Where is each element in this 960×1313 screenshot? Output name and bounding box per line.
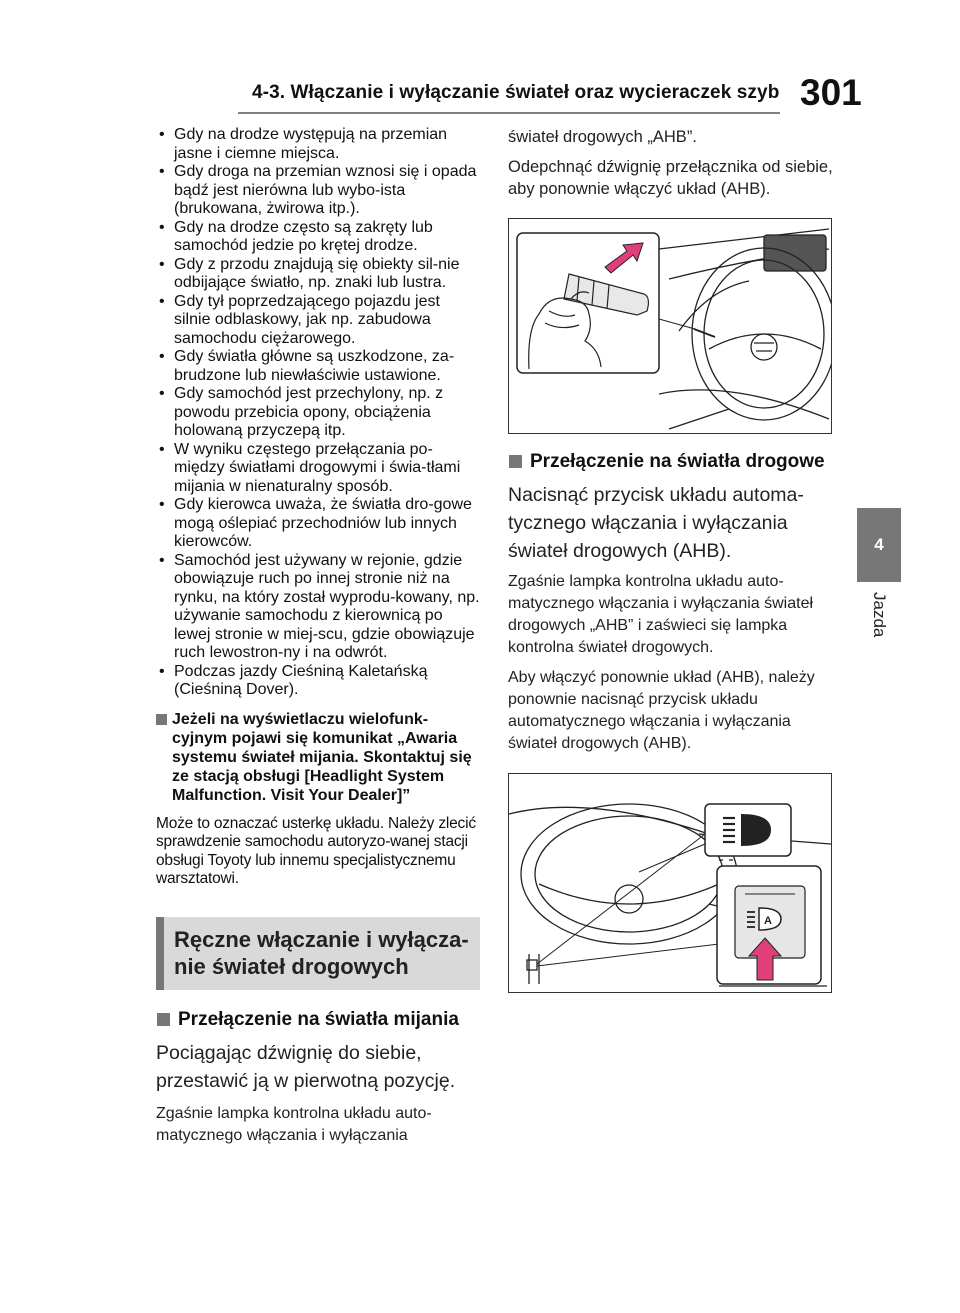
warning-text: Może to oznaczać usterkę układu. Należy zlecić sprawdzenie samochodu autoryzo-wanej stacji obsługi Toyoty lub innemu specjalistycznemu warsztatowi. — [156, 814, 476, 887]
low-beam-instruction: Pociągając dźwignię do siebie, przestawić ją w pierwotną pozycję. — [156, 1041, 456, 1092]
left-column — [156, 126, 480, 1147]
figure-code — [822, 979, 825, 989]
list-item: • Gdy samochód jest przechylony, np. z powodu przebicia opony, obciążenia holowaną przyczepą itp. — [156, 385, 480, 441]
ahb-button-illustration — [508, 773, 832, 993]
list-item: • Gdy tył poprzedzającego pojazdu jest silnie odblaskowy, jak np. zabudowa samochodu ciężarowego. — [156, 293, 480, 349]
high-beam-heading-text: Przełączenie na światła drogowe — [530, 451, 825, 472]
high-beam-text-1: Zgaśnie lampka kontrolna układu auto-matycznego włączania i wyłączania świateł drogowych „AHB” i zaświeci się lampka kontrolna świateł drogowych. — [508, 573, 814, 656]
square-bullet-icon — [156, 714, 167, 725]
push-lever-text: Odepchnąć dźwignię przełącznika od siebie, aby ponownie włączyć układ (AHB). — [508, 158, 833, 198]
low-beam-heading-text: Przełączenie na światła mijania — [178, 1008, 459, 1030]
warning-heading-text: Jeżeli na wyświetlaczu wielofunk-cyjnym pojawi się komunikat „Awaria systemu świateł mijania. Skontaktuj się ze stacją obsługi [Headlight System Malfunction. Visit Your Dealer]” — [172, 710, 472, 804]
high-beam-instruction: Nacisnąć przycisk układu automa-tycznego włączania i wyłączania świateł drogowych (AHB). — [508, 484, 804, 562]
conditions-list — [156, 126, 480, 700]
page-number: 301 — [800, 72, 862, 113]
page-header-title: 4-3. Włączanie i wyłączanie świateł oraz wycieraczek szyb — [252, 82, 780, 103]
list-item: • Gdy droga na przemian wznosi się i opada bądź jest nierówna lub wybo-ista (brukowana, żwirowa itp.). — [156, 163, 480, 219]
chapter-label: Jazda — [870, 592, 889, 638]
svg-text:A: A — [764, 915, 772, 927]
square-bullet-icon — [509, 455, 522, 468]
list-item: • Gdy światła główne są uszkodzone, za-brudzone lub niewłaściwie ustawione. — [156, 348, 480, 385]
list-item: • Gdy na drodze często są zakręty lub samochód jedzie po krętej drodze. — [156, 219, 480, 256]
low-beam-text: Zgaśnie lampka kontrolna układu auto-matycznego włączania i wyłączania — [156, 1104, 432, 1144]
warning-heading — [156, 710, 480, 805]
lever-illustration — [508, 218, 832, 434]
list-item: • Samochód jest używany w rejonie, gdzie obowiązuje ruch po innej stronie niż na rynku, na który został wyprodu-kowany, np. używanie samochodu z kierownicą po lewej stronie w miej-scu, gdzie obowiązuje ruch lewostron-ny i na odwrót. — [156, 552, 480, 663]
section-title: Ręczne włączanie i wyłącza-nie świateł drogowych — [156, 917, 480, 990]
high-beam-text-2: Aby włączyć ponownie układ (AHB), należy ponownie nacisnąć przycisk układu automatycznego włączania i wyłączania świateł drogowych (AHB). — [508, 669, 815, 752]
lever-drawing — [509, 219, 831, 433]
header-rule — [238, 112, 780, 114]
figure-code — [822, 420, 825, 430]
continuation-text: świateł drogowych „AHB”. — [508, 128, 697, 146]
square-bullet-icon — [157, 1013, 170, 1026]
chapter-tab[interactable]: 4 — [857, 508, 901, 582]
list-item: • Podczas jazdy Cieśniną Kaletańską (Cieśniną Dover). — [156, 663, 480, 700]
list-item: • W wyniku częstego przełączania po-między światłami drogowymi i świa-tłami mijania w nienaturalny sposób. — [156, 441, 480, 497]
right-column — [508, 126, 834, 993]
high-beam-heading — [508, 450, 834, 473]
ahb-drawing — [509, 774, 831, 992]
list-item: • Gdy na drodze występują na przemian jasne i ciemne miejsca. — [156, 126, 480, 163]
low-beam-heading — [156, 1008, 480, 1031]
list-item: • Gdy kierowca uważa, że światła dro-gowe mogą oślepiać przechodniów lub innych kierowców. — [156, 496, 480, 552]
list-item: • Gdy z przodu znajdują się obiekty sil-nie odbijające światło, np. znaki lub lustra. — [156, 256, 480, 293]
